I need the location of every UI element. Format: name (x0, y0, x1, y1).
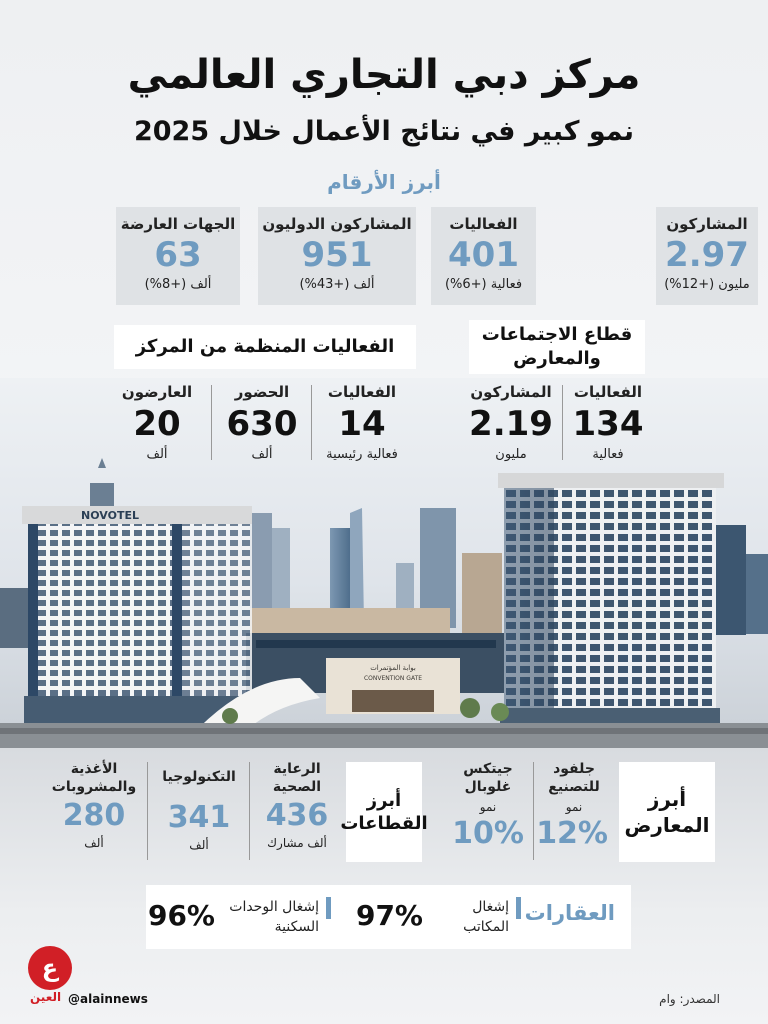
exhibition-label: جيتكس غلوبال (463, 761, 513, 796)
stat-label: الجهات العارضة (120, 215, 236, 233)
sector-label: الرعاية الصحية (272, 761, 322, 796)
alain-logo-icon: ع (28, 946, 72, 990)
stat-label: المشاركون الدوليون (262, 215, 412, 233)
center-stat-attendance (222, 383, 302, 462)
center-stat-events (308, 383, 416, 462)
stat-international (258, 207, 416, 305)
gate-sign-en: CONVENTION GATE (363, 675, 423, 682)
stat-label: الفعاليات (327, 383, 397, 401)
stat-unit: ألف (+43%) (299, 277, 375, 292)
social-handle: @alainnews (68, 992, 148, 1006)
exhibition-gitex (448, 760, 528, 854)
sector-unit: ألف (84, 836, 104, 851)
divider (147, 762, 148, 860)
stat-label: الفعاليات (573, 383, 643, 401)
stat-value: 630 (226, 404, 298, 444)
divider (533, 762, 534, 860)
meetings-sector-heading: قطاع الاجتماعات والمعارض (469, 320, 645, 374)
stat-unit: ألف (251, 447, 273, 462)
stat-unit: فعالية (592, 447, 624, 462)
stat-participants (656, 207, 758, 305)
growth-value: 10% (452, 816, 524, 852)
sector-label: الأغذية والمشروبات (51, 761, 137, 796)
stat-events (431, 207, 536, 305)
real-estate-box (146, 885, 631, 949)
stat-value: 401 (448, 235, 519, 275)
sector-value: 341 (167, 800, 231, 836)
real-estate-heading: العقارات (524, 901, 615, 925)
growth-value: 12% (536, 816, 608, 852)
sector-unit: ألف مشارك (267, 836, 327, 851)
page-title: مركز دبي التجاري العالمي (127, 52, 641, 98)
sector-unit: ألف (189, 838, 209, 853)
growth-label: نمو (565, 800, 583, 815)
logo-text: العين (30, 990, 62, 1004)
top-exhibitions-heading: أبرز المعارض (619, 762, 715, 862)
page-subtitle: نمو كبير في نتائج الأعمال خلال 2025 (133, 116, 634, 147)
gate-sign-ar: بوابة المؤتمرات (370, 664, 416, 672)
stat-unit: ألف (146, 447, 168, 462)
office-value: 97% (355, 899, 423, 932)
center-events-heading: الفعاليات المنظمة من المركز (114, 325, 416, 369)
sector-food (46, 760, 142, 850)
stat-unit: ألف (+8%) (144, 277, 212, 292)
stat-unit: فعالية رئيسية (326, 447, 398, 462)
highlights-label: أبرز الأرقام (327, 170, 441, 194)
stat-label: المشاركون (470, 383, 552, 401)
residential-value: 96% (147, 899, 215, 932)
sector-label: التكنولوجيا (162, 769, 236, 785)
stat-label: الفعاليات (449, 215, 518, 233)
residential-label: إشغال الوحدات السكنية (229, 899, 319, 936)
accent-bar (516, 897, 521, 919)
stat-label: المشاركون (666, 215, 748, 233)
source-note: المصدر: وام (659, 992, 720, 1006)
stat-value: 63 (154, 235, 202, 275)
sector-value: 280 (62, 798, 126, 834)
stat-unit: فعالية (+6%) (444, 277, 523, 292)
meetings-stat-participants (466, 383, 556, 462)
accent-bar (326, 897, 331, 919)
sector-technology (154, 760, 244, 852)
sector-healthcare (256, 760, 338, 850)
hotel-sign: NOVOTEL (81, 509, 139, 522)
stat-value: 2.19 (469, 404, 553, 444)
divider (211, 385, 212, 460)
stat-exhibitors (116, 207, 240, 305)
stat-value: 2.97 (665, 235, 749, 275)
stat-value: 20 (133, 404, 181, 444)
meetings-stat-events (570, 383, 646, 462)
stat-label: الحضور (234, 383, 290, 401)
stat-label: العارضون (121, 383, 193, 401)
stat-value: 951 (301, 235, 373, 275)
center-stat-exhibitors (112, 383, 202, 462)
divider (562, 385, 563, 460)
office-label: إشغال المكاتب (463, 899, 509, 936)
growth-label: نمو (479, 800, 497, 815)
stat-value: 14 (338, 404, 386, 444)
sector-value: 436 (265, 798, 329, 834)
exhibition-label: جلفود للتصنيع (548, 761, 600, 796)
divider (249, 762, 250, 860)
stat-value: 134 (572, 404, 644, 444)
top-sectors-heading: أبرز القطاعات (346, 762, 422, 862)
exhibition-gulfood (536, 760, 608, 854)
stat-unit: مليون (495, 447, 527, 462)
divider (311, 385, 312, 460)
stat-unit: مليون (+12%) (664, 277, 750, 292)
